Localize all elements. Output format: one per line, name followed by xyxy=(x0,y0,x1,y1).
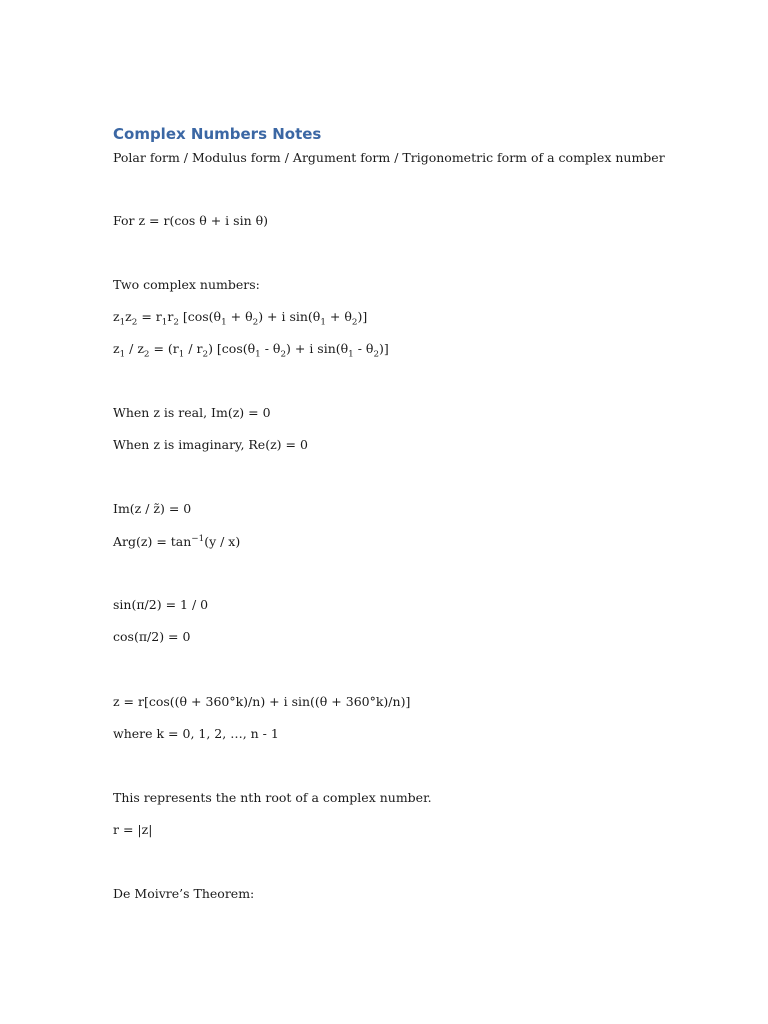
two-complex-heading: Two complex numbers: xyxy=(113,277,260,292)
argument-formula: $Arg(z) = \tan^{-1}(y / x)$ xyxy=(113,533,241,549)
document-title: Complex Numbers Notes xyxy=(113,125,322,143)
quotient-formula: $z_1 / z_2 = (r_1 / r_2)$ [$\cos(\theta_1 - \theta_2) + i$ $\sin(\theta_1 - \theta_2)$] xyxy=(113,341,389,360)
product-formula: $z_1z_2 = r_1r_2$ [$\cos(\theta_1 + \theta_2) + i$ $\sin(\theta_1 + \theta_2)$] xyxy=(113,309,368,328)
cos-line: cos(π/2) = 0 xyxy=(113,629,191,644)
subtitle-text: Polar form / Modulus form / Argument form / Trigonometric form of a complex number xyxy=(113,150,665,165)
modulus-line: r = |z| xyxy=(113,822,153,837)
nth-root-formula: z = r[cos((θ + 360°k)/n) + i sin((θ + 360°k)/n)] xyxy=(113,694,411,709)
nth-root-note: This represents the nth root of a complex number. xyxy=(113,790,432,805)
imaginary-condition: When z is imaginary, Re(z) = 0 xyxy=(113,437,308,452)
polar-form-line: For z = r(cos θ + i sin θ) xyxy=(113,213,268,228)
im-conjugate-line: Im(z / z̃) = 0 xyxy=(113,501,192,516)
de-moivre-heading: De Moivre’s Theorem: xyxy=(113,886,255,901)
real-condition: When z is real, Im(z) = 0 xyxy=(113,405,271,420)
sin-line: sin(π/2) = 1 / 0 xyxy=(113,597,209,612)
nth-root-where: where k = 0, 1, 2, …, n - 1 xyxy=(113,726,279,741)
